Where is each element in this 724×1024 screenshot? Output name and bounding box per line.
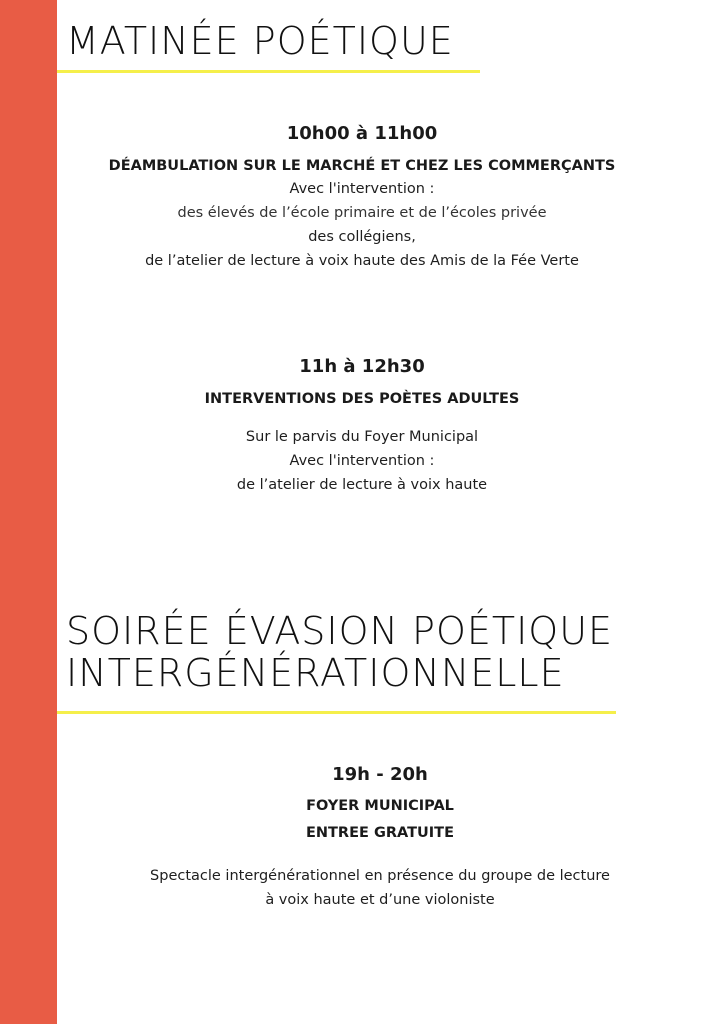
slot-1-time: 10h00 à 11h00 (286, 123, 438, 144)
matinee-title: MATINÉE POÉTIQUE (66, 19, 454, 63)
soiree-title (66, 610, 613, 694)
slot-1-line: des élevés de l’école primaire et de l’écoles privée (177, 205, 547, 221)
slot-1-line: des collégiens, (308, 229, 416, 245)
soiree-event (75, 763, 685, 912)
slot-2-heading: INTERVENTIONS DES POÈTES ADULTES (204, 391, 520, 407)
soiree-description (75, 864, 685, 912)
soiree-time: 19h - 20h (332, 764, 428, 785)
soiree-description-line: à voix haute et d’une violoniste (265, 892, 495, 908)
matinee-slot-1 (57, 122, 667, 273)
soiree-entry: ENTREE GRATUITE (306, 825, 454, 841)
slot-2-line: Avec l'intervention : (289, 453, 435, 469)
matinee-slot-2 (57, 355, 667, 497)
slot-1-heading: DÉAMBULATION SUR LE MARCHÉ ET CHEZ LES COMMERÇANTS (108, 158, 616, 174)
slot-2-line: de l’atelier de lecture à voix haute (236, 477, 488, 493)
slot-2-time: 11h à 12h30 (299, 356, 425, 377)
soiree-title-underline (57, 711, 616, 714)
matinee-title-underline (57, 70, 480, 73)
side-accent-bar (0, 0, 57, 1024)
soiree-title-line: SOIRÉE ÉVASION POÉTIQUE (66, 609, 614, 653)
slot-1-line: Avec l'intervention : (289, 181, 435, 197)
slot-2-line: Sur le parvis du Foyer Municipal (245, 429, 479, 445)
soiree-title-line: INTERGÉNÉRATIONNELLE (66, 651, 565, 695)
slot-1-line: de l’atelier de lecture à voix haute des Amis de la Fée Verte (145, 253, 579, 269)
soiree-place: FOYER MUNICIPAL (306, 798, 454, 814)
soiree-description-line: Spectacle intergénérationnel en présence du groupe de lecture (150, 868, 610, 884)
